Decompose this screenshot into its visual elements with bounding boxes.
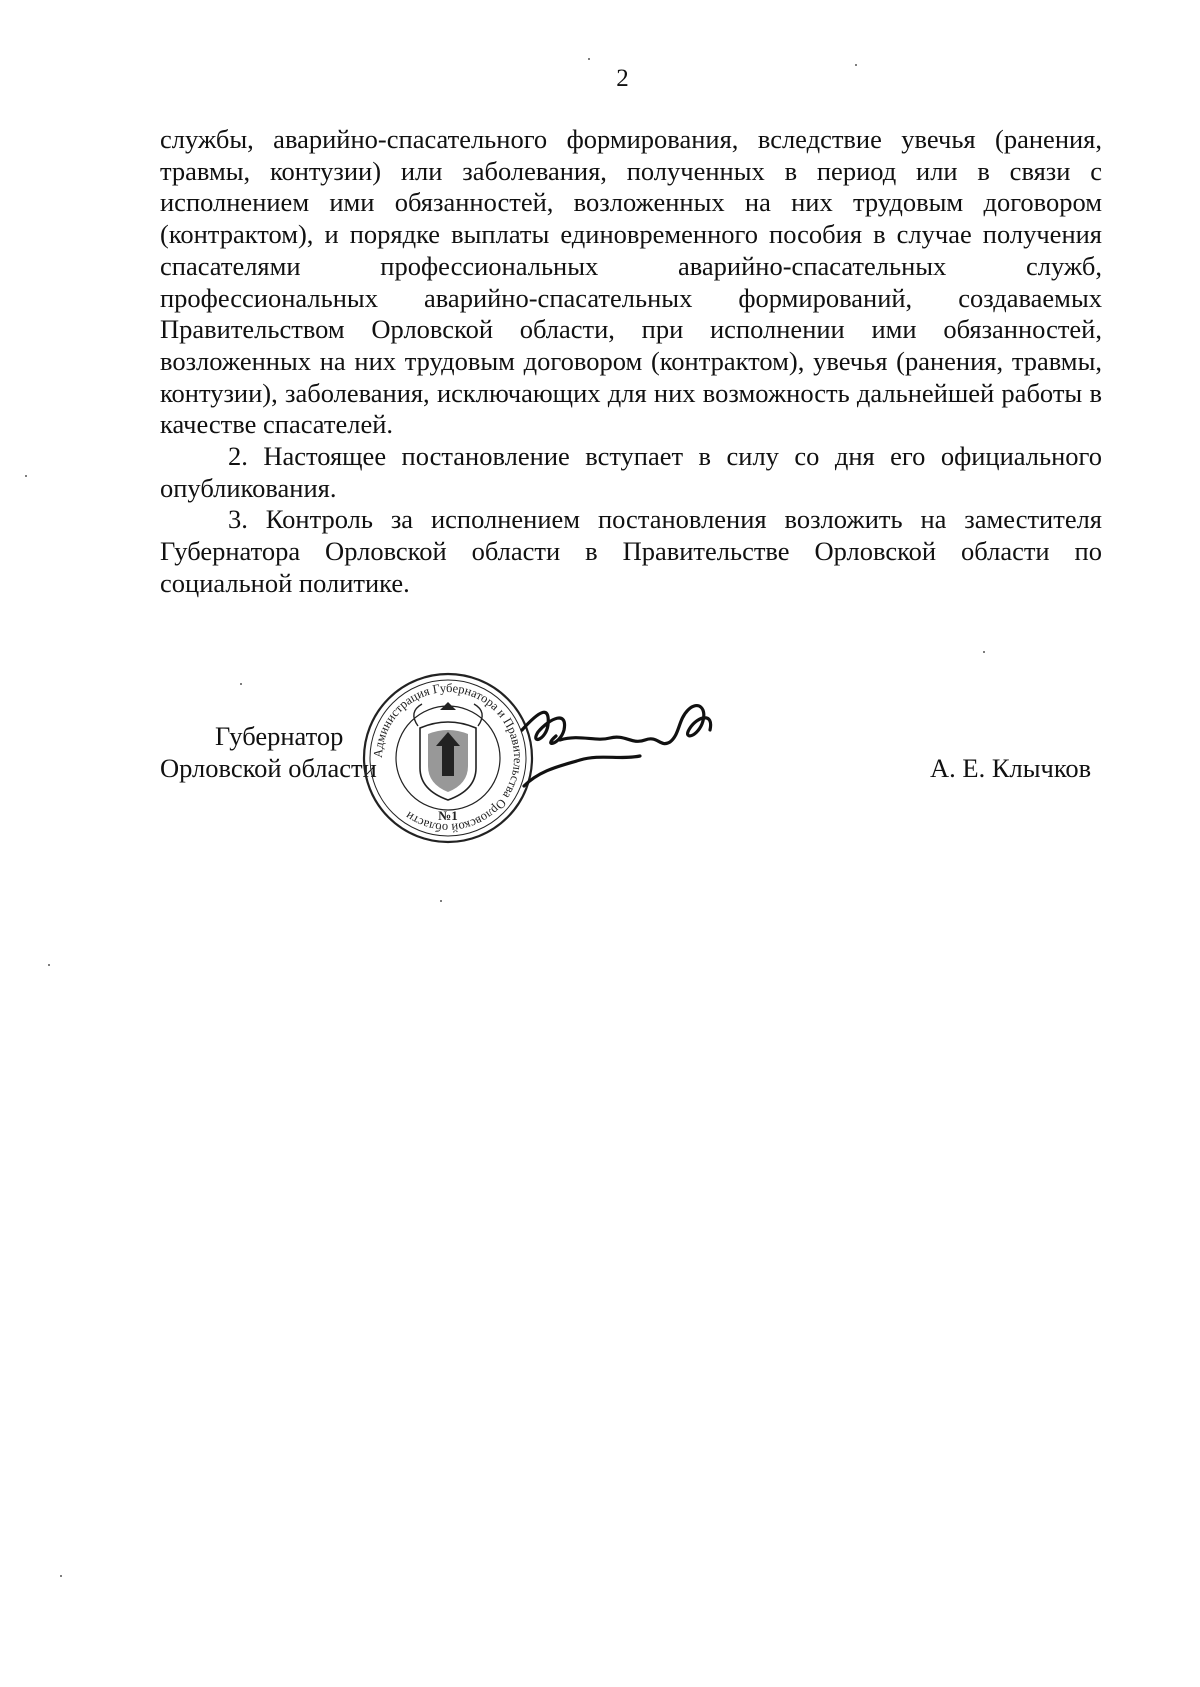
signatory-title [160,720,377,784]
seal-ring-text: Администрация Губернатора и Правительства Орловской области [370,680,526,836]
body-text [160,124,1102,600]
scan-speck [240,683,242,685]
handwritten-signature [520,690,720,790]
signatory-name: А. Е. Клычков [930,753,1092,783]
scan-speck [60,1575,62,1577]
scan-speck [440,900,442,902]
scan-speck [855,64,857,66]
signatory-title-line2: Орловской области [160,753,377,783]
signatory-title-line1: Губернатор [215,721,344,751]
seal-number: №1 [438,808,458,823]
paragraph-continuation: службы, аварийно-спасательного формирования, вследствие увечья (ранения, травмы, контузии) или заболевания, полученных в период или в связи с исполнением ими обязанностей, возложенных на них трудовым договором (контрактом), и порядке выплаты единовременного пособия в случае получения спасателями профессиональных аварийно-спасательных служб, профессиональных аварийно-спасательных формирований, создаваемых Правительством Орловской области, при исполнении ими обязанностей, возложенных на них трудовым договором (контрактом), увечья (ранения, травмы, контузии), заболевания, исключающих для них возможность дальнейшей работы в качестве спасателей. [160,124,1102,440]
scan-speck [588,58,590,60]
paragraph-2-effective-date: 2. Настоящее постановление вступает в силу со дня его официального опубликования. [160,441,1102,503]
scan-speck [25,475,27,477]
scan-speck [48,964,50,966]
coat-of-arms-icon [414,702,482,800]
page-number: 2 [616,65,629,92]
paragraph-3-control: 3. Контроль за исполнением постановления возложить на заместителя Губернатора Орловской области в Правительстве Орловской области по социальной политике. [160,504,1102,598]
official-seal [358,668,538,848]
scan-speck [983,651,985,653]
